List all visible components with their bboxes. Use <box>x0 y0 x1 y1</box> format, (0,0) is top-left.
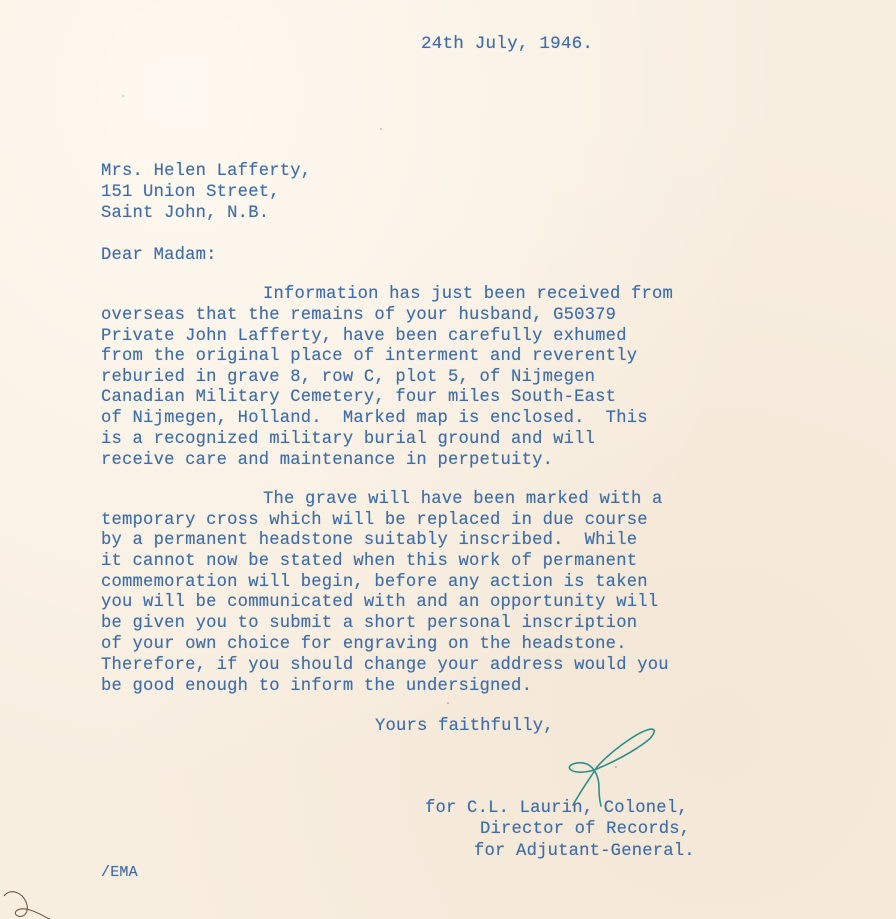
paragraph-line: Information has just been received from <box>263 285 674 304</box>
paragraph-line: The grave will have been marked with a <box>263 490 663 509</box>
letter-date: 24th July, 1946. <box>421 34 594 54</box>
paragraph-line: commemoration will begin, before any action is taken <box>101 573 648 592</box>
paragraph-line: temporary cross which will be replaced in due course <box>101 511 648 530</box>
paragraph-line: is a recognized military burial ground and will <box>101 430 596 449</box>
paragraph-line: Private John Lafferty, have been carefully exhumed <box>101 327 627 346</box>
paragraph-line: of Nijmegen, Holland. Marked map is enclosed. This <box>101 409 648 428</box>
paragraph-line: you will be communicated with and an opportunity will <box>101 593 659 612</box>
paragraph-line: be good enough to inform the undersigned. <box>101 677 533 696</box>
paragraph-line: Therefore, if you should change your address would you <box>101 656 669 675</box>
paragraph-line: be given you to submit a short personal inscription <box>101 614 638 633</box>
reference-initials: /EMA <box>101 864 138 881</box>
signatory-title: Director of Records, <box>480 820 691 839</box>
signatory-office: for Adjutant-General. <box>474 842 695 861</box>
paragraph-line: overseas that the remains of your husband, G50379 <box>101 306 617 325</box>
paragraph-line: from the original place of interment and reverently <box>101 347 638 366</box>
paragraph-line: receive care and maintenance in perpetuity. <box>101 451 554 470</box>
paper-speck <box>447 702 449 704</box>
paragraph-line: of your own choice for engraving on the headstone. <box>101 635 627 654</box>
paper-speck <box>615 766 617 768</box>
recipient-street: 151 Union Street, <box>101 183 280 202</box>
salutation: Dear Madam: <box>101 246 217 265</box>
recipient-name: Mrs. Helen Lafferty, <box>101 162 312 181</box>
paragraph-line: Canadian Military Cemetery, four miles South-East <box>101 388 617 407</box>
paper-speck <box>380 128 382 130</box>
paragraph-line: reburied in grave 8, row C, plot 5, of Nijmegen <box>101 368 596 387</box>
closing: Yours faithfully, <box>375 717 554 736</box>
paper-speck <box>122 95 124 97</box>
signatory-line: for C.L. Laurin, Colonel, <box>425 799 688 818</box>
paragraph-line: by a permanent headstone suitably inscribed. While <box>101 531 638 550</box>
paragraph-line: it cannot now be stated when this work of permanent <box>101 552 638 571</box>
recipient-city: Saint John, N.B. <box>101 204 270 223</box>
pencil-mark-icon <box>0 880 60 919</box>
